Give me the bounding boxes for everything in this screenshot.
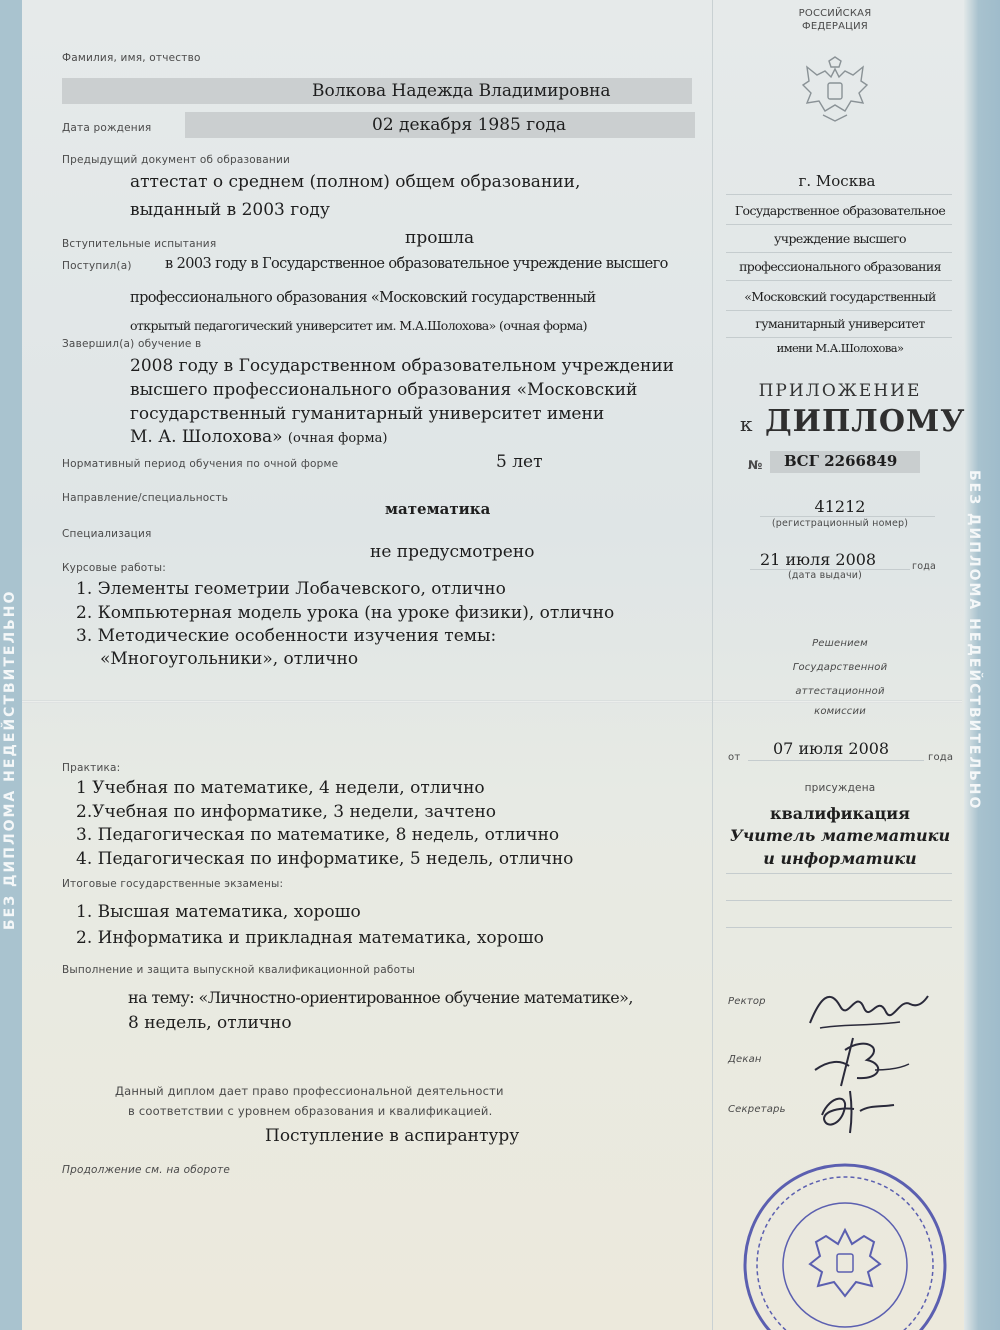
completed-label: Завершил(а) обучение в (62, 338, 202, 350)
org-line: профессионального образования (739, 259, 941, 274)
name-label: Фамилия, имя, отчество (62, 52, 201, 64)
awarded: присуждена (804, 782, 876, 794)
rule (726, 194, 952, 195)
direction-label: Направление/специальность (62, 492, 229, 504)
entrance-label: Вступительные испытания (62, 238, 217, 250)
rule (726, 900, 952, 901)
rights-line1: Данный диплом дает право профессиональной деятельности (115, 1084, 504, 1098)
specialization-label: Специализация (62, 528, 152, 540)
title-diploma (740, 404, 966, 439)
rule (726, 224, 952, 225)
decision-line: Решением (812, 638, 868, 649)
previous-doc-label: Предыдущий документ об образовании (62, 154, 291, 166)
issue-date: 21 июля 2008 (760, 550, 877, 569)
rule (726, 337, 952, 338)
thesis-line2: 8 недель, отлично (128, 1013, 292, 1033)
footer-note: Продолжение см. на обороте (62, 1164, 230, 1176)
qualification-line2: и информатики (763, 849, 917, 868)
thesis-label: Выполнение и защита выпускной квалификационной работы (62, 964, 416, 976)
rights-value: Поступление в аспирантуру (265, 1126, 520, 1146)
org-line: «Московский государственный (744, 289, 936, 304)
thesis-line1: на тему: «Личностно-ориентированное обучение математике», (128, 988, 633, 1007)
rule (726, 873, 952, 874)
normative-label: Нормативный период обучения по очной форме (62, 458, 339, 470)
rights-line2: в соответствии с уровнем образования и квалификацией. (128, 1104, 493, 1118)
entrance-value: прошла (405, 228, 475, 248)
reg-label: (регистрационный номер) (771, 518, 909, 529)
previous-doc-line1: аттестат о среднем (полном) общем образовании, (130, 172, 581, 192)
issue-label: (дата выдачи) (788, 570, 863, 581)
org-line: Государственное образовательное (734, 203, 946, 218)
coursework-label: Курсовые работы: (62, 562, 166, 574)
completed-line4 (130, 427, 387, 447)
decision-line: Государственной (792, 662, 888, 673)
completed-line3: государственный гуманитарный университет имени (130, 404, 605, 424)
coursework-item: «Многоугольники», отлично (100, 649, 359, 669)
coursework-item: 2. Компьютерная модель урока (на уроке физики), отлично (76, 603, 615, 623)
date-of-birth: 02 декабря 1985 года (372, 115, 566, 135)
reg-number: 41212 (814, 497, 866, 516)
title-diploma-prefix: к (740, 412, 754, 436)
secretary-signature (810, 1085, 910, 1137)
rule (726, 310, 952, 311)
state-exam-item: 2. Информатика и прикладная математика, хорошо (76, 928, 544, 948)
coursework-item: 1. Элементы геометрии Лобачевского, отлично (76, 579, 506, 599)
completed-line2: высшего профессионального образования «Московский (130, 380, 638, 400)
secretary-label: Секретарь (728, 1104, 786, 1115)
rector-label: Ректор (728, 996, 766, 1007)
decision-date: 07 июля 2008 (773, 739, 890, 758)
normative-value: 5 лет (496, 452, 543, 472)
dob-label: Дата рождения (62, 122, 152, 134)
org-line: гуманитарный университет (755, 316, 925, 331)
dean-signature (805, 1030, 915, 1092)
decision-line: комиссии (814, 706, 866, 717)
rule (726, 280, 952, 281)
rule (726, 252, 952, 253)
dean-label: Декан (728, 1054, 762, 1065)
direction-value: математика (385, 500, 491, 518)
completed-line4-text: М. А. Шолохова» (130, 427, 283, 447)
admitted-line1: в 2003 году в Государственное образовательное учреждение высшего (165, 256, 668, 272)
completed-line4-suffix: (очная форма) (287, 431, 388, 446)
qualification-line1: Учитель математики (729, 826, 951, 845)
admitted-line2: профессионального образования «Московский государственный (130, 290, 596, 306)
left-side-text: БЕЗ ДИПЛОМА НЕДЕЙСТВИТЕЛЬНО (2, 589, 18, 930)
admitted-line3: открытый педагогический университет им. М.А.Шолохова» (очная форма) (130, 318, 587, 333)
rule (726, 927, 952, 928)
org-line: учреждение высшего (774, 231, 906, 246)
admitted-label: Поступил(а) (62, 260, 132, 272)
coursework-item: 3. Методические особенности изучения темы: (76, 626, 497, 646)
decision-suffix: года (928, 752, 954, 763)
diploma-number: ВСГ 2266849 (784, 452, 898, 470)
state-exam-item: 1. Высшая математика, хорошо (76, 902, 361, 922)
practice-label: Практика: (62, 762, 121, 774)
issue-suffix: года (912, 561, 936, 572)
qualification-label: квалификация (770, 804, 910, 823)
coat-of-arms-icon (795, 55, 875, 127)
fold-line (22, 700, 962, 703)
practice-item: 1 Учебная по математике, 4 недели, отлично (76, 778, 485, 798)
official-seal-icon (740, 1160, 950, 1330)
country-line2: ФЕДЕРАЦИЯ (802, 21, 868, 32)
decision-line: аттестационной (795, 686, 885, 697)
rector-signature (800, 978, 930, 1038)
practice-item: 4. Педагогическая по информатике, 5 недель, отлично (76, 849, 574, 869)
previous-doc-line2: выданный в 2003 году (130, 200, 330, 220)
city: г. Москва (798, 172, 876, 190)
column-divider (712, 0, 713, 1330)
right-side-text: БЕЗ ДИПЛОМА НЕДЕЙСТВИТЕЛЬНО (966, 470, 982, 811)
country-line1: РОССИЙСКАЯ (798, 8, 872, 19)
org-line: имени М.А.Шолохова» (776, 341, 904, 355)
rule (760, 516, 935, 517)
completed-line1: 2008 году в Государственном образовательном учреждении (130, 356, 674, 376)
number-prefix: № (748, 458, 763, 472)
title-diploma-text: ДИПЛОМУ (764, 404, 966, 439)
state-exams-label: Итоговые государственные экзамены: (62, 878, 284, 890)
full-name: Волкова Надежда Владимировна (312, 81, 611, 101)
specialization-value: не предусмотрено (370, 542, 535, 562)
practice-item: 2.Учебная по информатике, 3 недели, зачтено (76, 802, 497, 822)
practice-item: 3. Педагогическая по математике, 8 недель, отлично (76, 825, 560, 845)
title-appendix: ПРИЛОЖЕНИЕ (758, 381, 922, 401)
from-label: от (728, 752, 741, 763)
rule (748, 760, 924, 761)
